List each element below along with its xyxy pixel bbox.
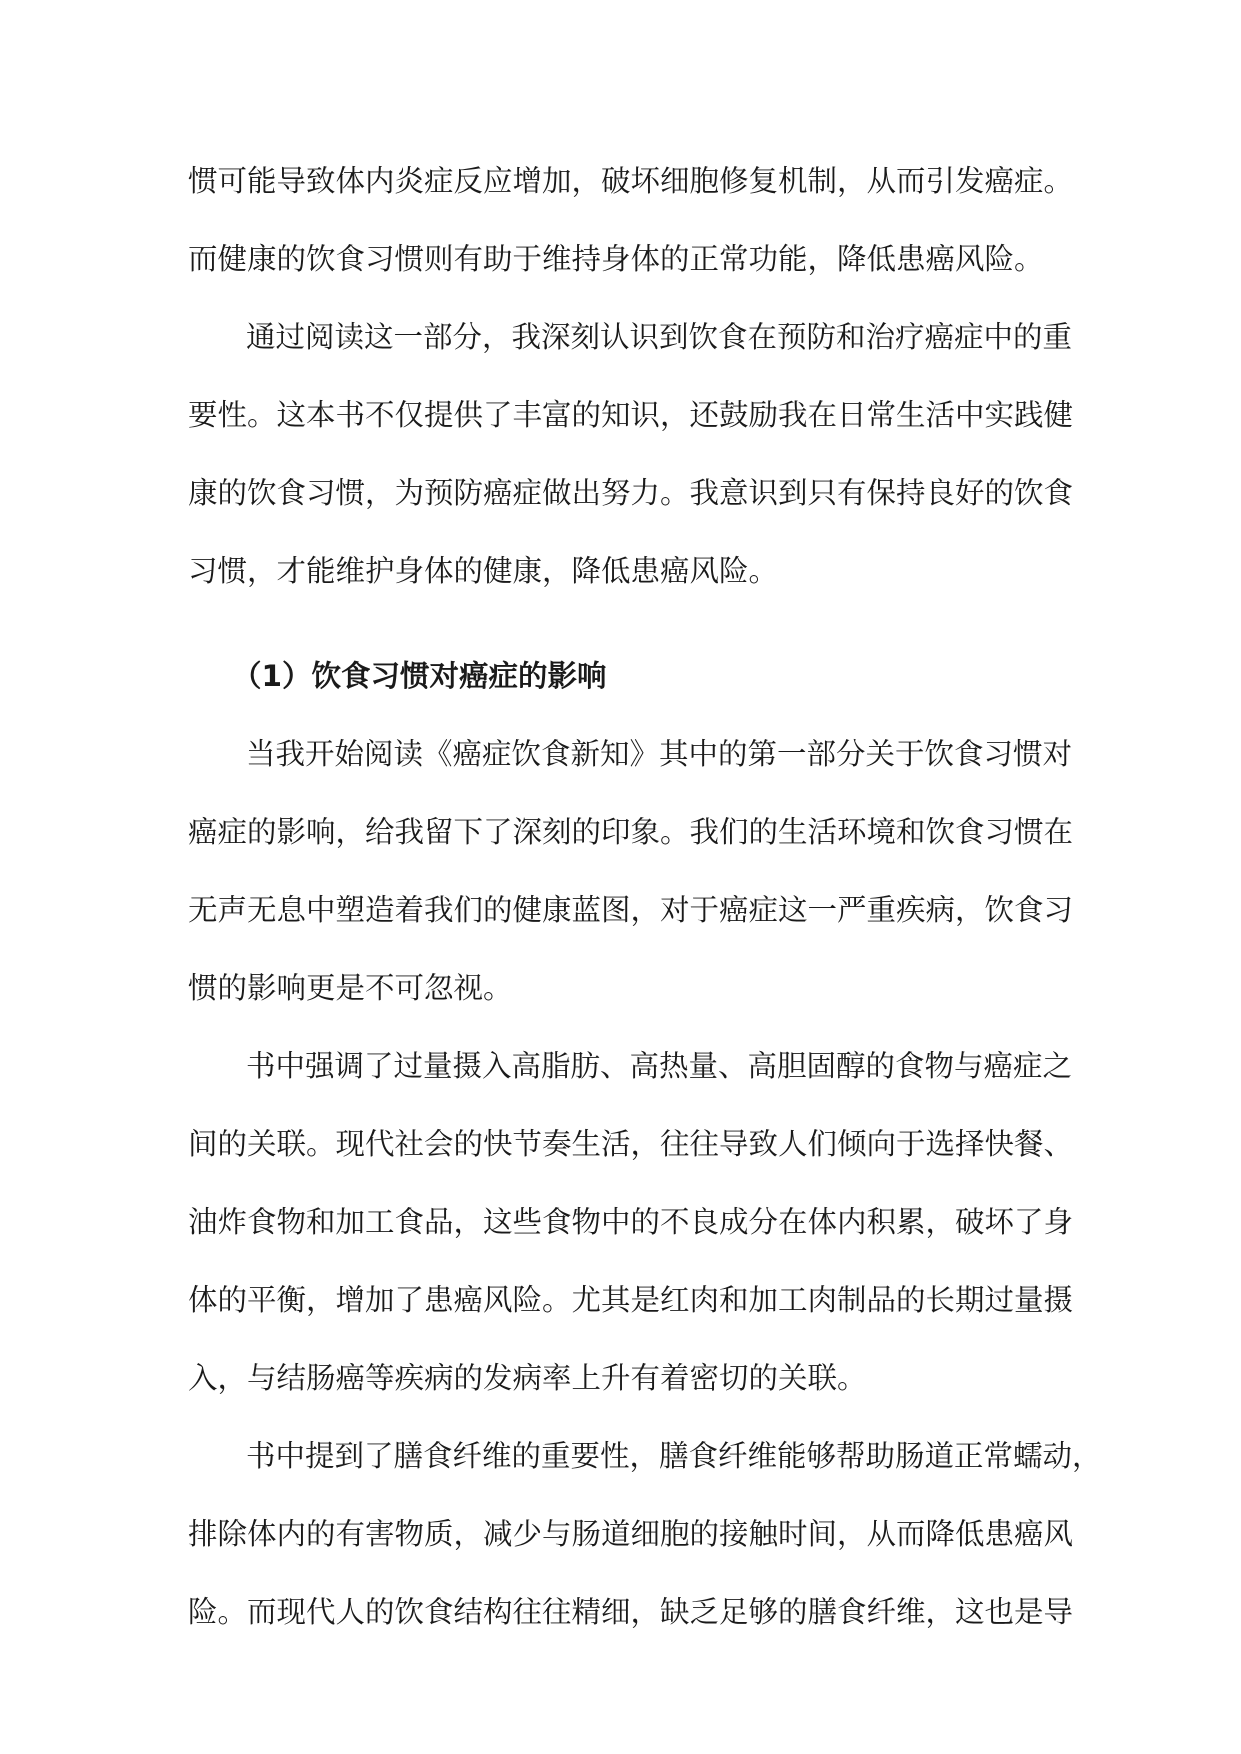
text-line: 习惯，才能维护身体的健康，降低患癌风险。	[188, 554, 779, 588]
text-line: 险。而现代人的饮食结构往往精细，缺乏足够的膳食纤维，这也是导	[188, 1595, 1074, 1629]
text-line: 要性。这本书不仅提供了丰富的知识，还鼓励我在日常生活中实践健	[188, 398, 1074, 432]
text-line: 书中提到了膳食纤维的重要性，膳食纤维能够帮助肠道正常蠕动，	[246, 1439, 1102, 1473]
text-line: 当我开始阅读《癌症饮食新知》其中的第一部分关于饮食习惯对	[246, 737, 1073, 771]
text-line: 间的关联。现代社会的快节奏生活，往往导致人们倾向于选择快餐、	[188, 1127, 1074, 1161]
text-line: 而健康的饮食习惯则有助于维持身体的正常功能，降低患癌风险。	[188, 242, 1044, 276]
text-line: 通过阅读这一部分，我深刻认识到饮食在预防和治疗癌症中的重	[246, 320, 1073, 354]
text-line: 入，与结肠癌等疾病的发病率上升有着密切的关联。	[188, 1361, 867, 1395]
text-line: 癌症的影响，给我留下了深刻的印象。我们的生活环境和饮食习惯在	[188, 815, 1074, 849]
text-line: 体的平衡，增加了患癌风险。尤其是红肉和加工肉制品的长期过量摄	[188, 1283, 1074, 1317]
text-line: 书中强调了过量摄入高脂肪、高热量、高胆固醇的食物与癌症之	[246, 1049, 1073, 1083]
text-line: 惯可能导致体内炎症反应增加，破坏细胞修复机制，从而引发癌症。	[188, 164, 1074, 198]
text-line: 无声无息中塑造着我们的健康蓝图，对于癌症这一严重疾病，饮食习	[188, 893, 1074, 927]
document-page	[188, 142, 1102, 1651]
section-heading: （1）饮食习惯对癌症的影响	[232, 659, 607, 693]
text-line: 排除体内的有害物质，减少与肠道细胞的接触时间，从而降低患癌风	[188, 1517, 1074, 1551]
text-line: 康的饮食习惯，为预防癌症做出努力。我意识到只有保持良好的饮食	[188, 476, 1074, 510]
text-line: 惯的影响更是不可忽视。	[188, 971, 513, 1005]
text-line: 油炸食物和加工食品，这些食物中的不良成分在体内积累，破坏了身	[188, 1205, 1074, 1239]
